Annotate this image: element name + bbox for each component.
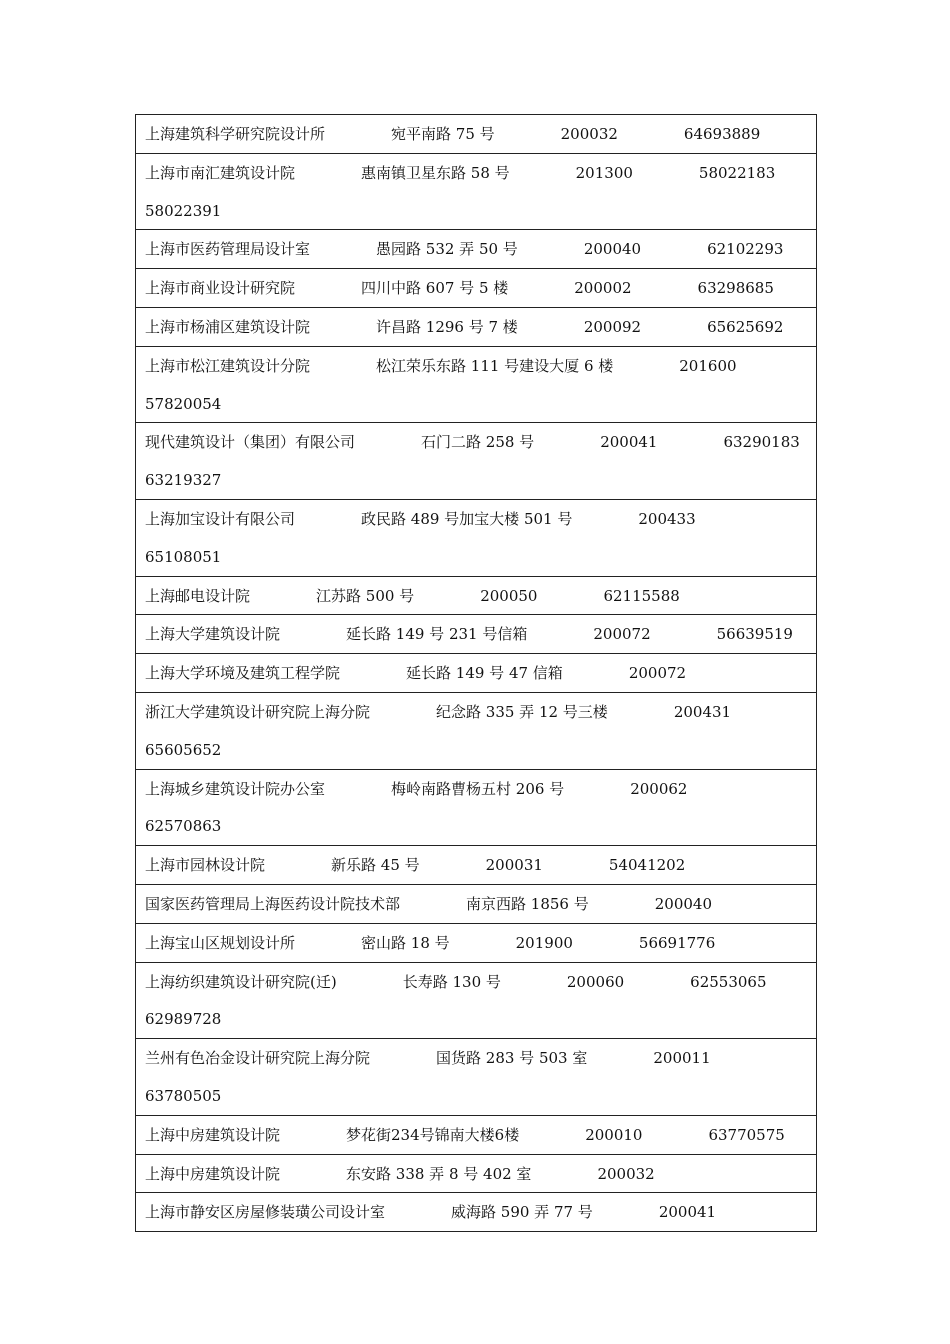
phone: 62115588	[603, 586, 680, 605]
row-line	[145, 538, 816, 576]
row-line	[145, 1116, 816, 1154]
directory-table	[135, 114, 817, 1232]
postal-code: 200062	[630, 779, 688, 798]
org-name: 上海市商业设计研究院	[145, 279, 296, 298]
row-line	[145, 615, 816, 653]
address: 政民路 489 号加宝大楼 501 号	[361, 509, 573, 528]
org-name: 上海宝山区规划设计所	[145, 933, 296, 952]
table-row	[136, 229, 816, 268]
row-line	[145, 693, 816, 731]
table-row	[136, 1115, 816, 1154]
address: 梦花街234号锦南大楼6楼	[346, 1125, 520, 1144]
row-line	[145, 192, 816, 230]
postal-code: 200092	[583, 317, 642, 336]
table-row	[136, 962, 816, 1039]
address: 江苏路 500 号	[316, 586, 415, 605]
address: 惠南镇卫星东路 58 号	[361, 163, 510, 182]
org-name: 上海中房建筑设计院	[145, 1164, 281, 1183]
table-row	[136, 1038, 816, 1115]
phone: 65605652	[145, 740, 222, 759]
phone: 63298685	[697, 279, 774, 298]
phone: 62102293	[707, 240, 784, 259]
row-line	[145, 385, 816, 423]
row-line	[145, 1000, 816, 1038]
postal-code: 200060	[566, 972, 625, 991]
table-row	[136, 499, 816, 576]
row-line	[145, 770, 816, 808]
table-row	[136, 614, 816, 653]
org-name: 国家医药管理局上海医药设计院技术部	[145, 894, 401, 913]
table-row	[136, 769, 816, 846]
row-line	[145, 885, 816, 923]
row-line	[145, 1155, 816, 1193]
org-name: 上海大学环境及建筑工程学院	[145, 664, 341, 683]
phone: 56639519	[716, 625, 793, 644]
org-name: 上海市南汇建筑设计院	[145, 163, 296, 182]
row-line	[145, 230, 816, 268]
row-line	[145, 115, 816, 153]
row-line	[145, 423, 816, 461]
phone: 65108051	[145, 547, 222, 566]
row-line	[145, 269, 816, 307]
org-name: 上海市静安区房屋修装璜公司设计室	[145, 1203, 386, 1222]
org-name: 上海城乡建筑设计院办公室	[145, 779, 326, 798]
address: 威海路 590 弄 77 号	[451, 1203, 593, 1222]
org-name: 上海中房建筑设计院	[145, 1125, 281, 1144]
postal-code: 200431	[673, 702, 732, 721]
address: 延长路 149 号 47 信箱	[406, 664, 563, 683]
address: 南京西路 1856 号	[466, 894, 589, 913]
row-line	[145, 924, 816, 962]
postal-code: 200041	[600, 433, 658, 452]
postal-code: 200072	[628, 664, 687, 683]
address: 四川中路 607 号 5 楼	[361, 279, 509, 298]
phone: 57820054	[145, 394, 222, 413]
address: 宛平南路 75 号	[391, 125, 495, 143]
postal-code: 200031	[485, 856, 543, 875]
phone: 62989728	[145, 1010, 222, 1029]
phone: 58022183	[698, 163, 776, 182]
table-row	[136, 115, 816, 153]
row-line	[145, 731, 816, 769]
address: 许昌路 1296 号 7 楼	[376, 317, 518, 336]
org-name: 浙江大学建筑设计研究院上海分院	[145, 702, 371, 721]
table-row	[136, 1154, 816, 1193]
phone: 62553065	[690, 972, 767, 991]
postal-code: 200011	[653, 1049, 711, 1068]
row-line	[145, 846, 816, 884]
org-name: 兰州有色冶金设计研究院上海分院	[145, 1049, 371, 1068]
table-row	[136, 923, 816, 962]
org-name: 上海市园林设计院	[145, 856, 266, 875]
table-row	[136, 576, 816, 615]
org-name: 上海加宝设计有限公司	[145, 509, 296, 528]
org-name: 上海市杨浦区建筑设计院	[145, 317, 311, 336]
row-line	[145, 308, 816, 346]
row-line	[145, 1077, 816, 1115]
postal-code: 200072	[593, 625, 651, 644]
row-line	[145, 654, 816, 692]
row-line	[145, 500, 816, 538]
phone: 65625692	[707, 317, 784, 336]
postal-code: 200433	[638, 509, 696, 528]
postal-code: 200032	[560, 125, 618, 143]
postal-code: 200050	[480, 586, 538, 605]
table-row	[136, 845, 816, 884]
address: 愚园路 532 弄 50 号	[376, 240, 518, 259]
row-line	[145, 1193, 816, 1231]
org-name: 上海邮电设计院	[145, 586, 251, 605]
postal-code: 201300	[575, 163, 633, 182]
address: 石门二路 258 号	[421, 433, 535, 452]
table-row	[136, 422, 816, 499]
table-row	[136, 153, 816, 230]
address: 纪念路 335 弄 12 号三楼	[436, 702, 608, 721]
row-line	[145, 807, 816, 845]
org-name: 上海市医药管理局设计室	[145, 240, 311, 259]
postal-code: 200040	[583, 240, 642, 259]
address: 新乐路 45 号	[331, 856, 420, 875]
org-name: 上海纺织建筑设计研究院(迁)	[145, 972, 337, 991]
phone: 56691776	[638, 933, 716, 952]
postal-code: 200002	[574, 279, 632, 298]
phone: 62570863	[145, 817, 222, 836]
phone: 63780505	[145, 1086, 222, 1105]
row-line	[145, 1039, 816, 1077]
table-row	[136, 692, 816, 769]
row-line	[145, 461, 816, 499]
table-row	[136, 653, 816, 692]
row-line	[145, 577, 816, 615]
row-line	[145, 347, 816, 385]
postal-code: 200041	[658, 1203, 717, 1222]
address: 长寿路 130 号	[402, 972, 501, 991]
address: 梅岭南路曹杨五村 206 号	[391, 779, 565, 798]
table-row	[136, 307, 816, 346]
phone: 58022391	[145, 201, 222, 220]
org-name: 现代建筑设计（集团）有限公司	[145, 433, 356, 452]
postal-code: 200032	[597, 1164, 655, 1183]
table-row	[136, 268, 816, 307]
postal-code: 200040	[654, 894, 712, 913]
postal-code: 201900	[515, 933, 573, 952]
postal-code: 201600	[679, 356, 737, 375]
address: 国货路 283 号 503 室	[436, 1049, 588, 1068]
address: 松江荣乐东路 111 号建设大厦 6 楼	[376, 356, 614, 375]
row-line	[145, 963, 816, 1001]
table-row	[136, 346, 816, 423]
postal-code: 200010	[585, 1125, 643, 1144]
phone: 63290183	[723, 433, 800, 452]
org-name: 上海建筑科学研究院设计所	[145, 125, 326, 143]
address: 密山路 18 号	[361, 933, 450, 952]
phone: 54041202	[608, 856, 686, 875]
phone: 63219327	[145, 471, 222, 490]
table-row	[136, 884, 816, 923]
org-name: 上海大学建筑设计院	[145, 625, 281, 644]
phone: 64693889	[683, 125, 761, 143]
table-row	[136, 1192, 816, 1231]
phone: 63770575	[708, 1125, 785, 1144]
org-name: 上海市松江建筑设计分院	[145, 356, 311, 375]
address: 东安路 338 弄 8 号 402 室	[346, 1164, 532, 1183]
row-line	[145, 154, 816, 192]
address: 延长路 149 号 231 号信箱	[346, 625, 528, 644]
